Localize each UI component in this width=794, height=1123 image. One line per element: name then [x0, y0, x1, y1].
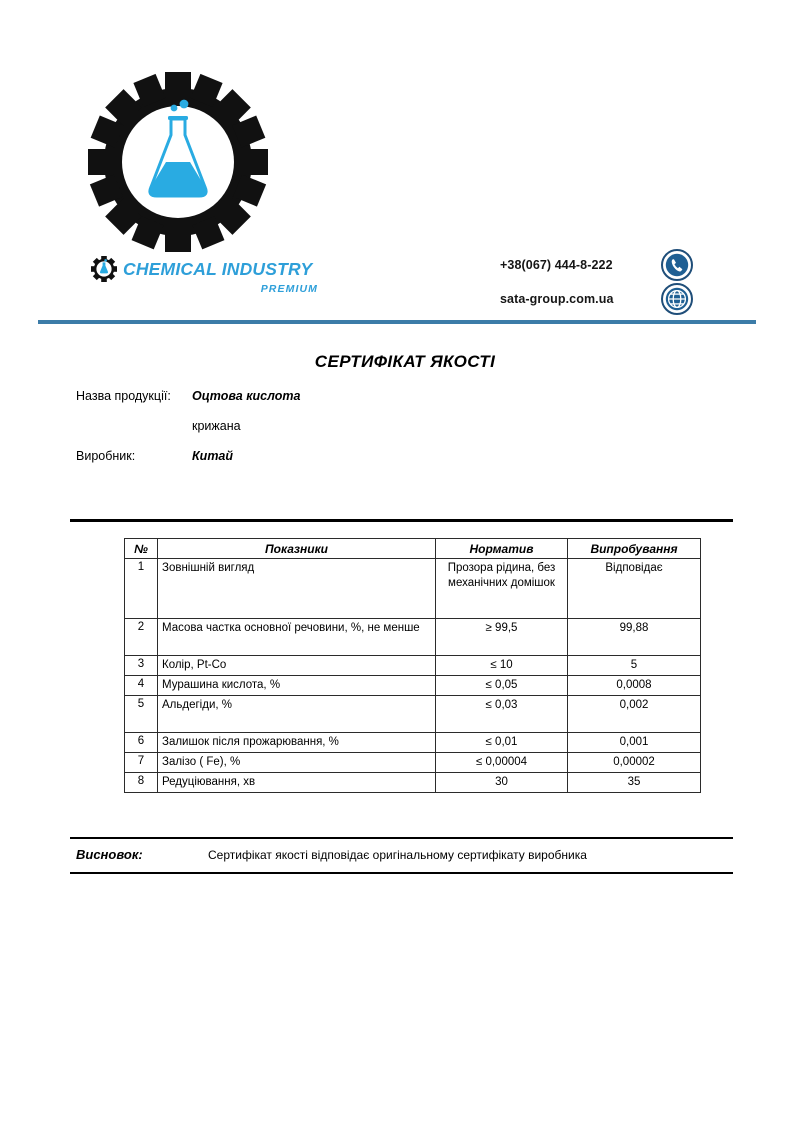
- cell-number: 3: [125, 656, 158, 676]
- cell-indicator: Залишок після прожарювання, %: [158, 733, 436, 753]
- contact-phone-row: [500, 248, 715, 282]
- contact-block: [500, 248, 715, 324]
- cell-number: 7: [125, 753, 158, 773]
- product-name-value-2: крижана: [192, 419, 241, 433]
- conclusion-text: Сертифікат якості відповідає оригінальному сертифікату виробника: [208, 848, 587, 862]
- product-name-label: Назва продукції:: [76, 389, 171, 403]
- cell-standard: ≤ 0,01: [436, 733, 568, 753]
- cell-tested: Відповідає: [568, 559, 701, 619]
- product-name-row-2: [76, 419, 496, 449]
- cell-indicator: Зовнішній вигляд: [158, 559, 436, 619]
- product-info-block: [76, 389, 496, 479]
- cell-tested: 0,002: [568, 696, 701, 733]
- conclusion-label: Висновок:: [76, 847, 143, 862]
- header-standard: Норматив: [436, 539, 568, 559]
- manufacturer-value: Китай: [192, 449, 234, 463]
- page-header: [0, 0, 794, 326]
- table-header-row: [125, 539, 701, 559]
- website-url: sata-group.com.ua: [500, 292, 614, 306]
- table-row: [125, 773, 701, 793]
- manufacturer-row: [76, 449, 496, 479]
- cell-indicator: Альдегіди, %: [158, 696, 436, 733]
- manufacturer-label: Виробник:: [76, 449, 136, 463]
- page-title: СЕРТИФІКАТ ЯКОСТІ: [314, 352, 496, 371]
- table-row: [125, 559, 701, 619]
- table-row: [125, 676, 701, 696]
- product-name-row: [76, 389, 496, 419]
- cell-tested: 5: [568, 656, 701, 676]
- header-tested: Випробування: [568, 539, 701, 559]
- wordmark-subtext: PREMIUM: [260, 283, 318, 295]
- cell-tested: 99,88: [568, 619, 701, 656]
- table-body: [125, 559, 701, 793]
- cell-number: 4: [125, 676, 158, 696]
- cell-indicator: Масова частка основної речовини, %, не менше: [158, 619, 436, 656]
- globe-icon[interactable]: [660, 282, 694, 316]
- specification-table: [124, 538, 701, 793]
- cell-standard: 30: [436, 773, 568, 793]
- cell-standard: ≤ 0,00004: [436, 753, 568, 773]
- cell-indicator: Мурашина кислота, %: [158, 676, 436, 696]
- cell-standard: ≤ 10: [436, 656, 568, 676]
- header-divider: [38, 320, 756, 324]
- cell-standard: Прозора рідина, без механічних домішок: [436, 559, 568, 619]
- cell-tested: 0,00002: [568, 753, 701, 773]
- conclusion-block: [70, 837, 733, 874]
- cell-number: 2: [125, 619, 158, 656]
- table-row: [125, 696, 701, 733]
- cell-number: 5: [125, 696, 158, 733]
- table-row: [125, 619, 701, 656]
- cell-number: 6: [125, 733, 158, 753]
- cell-tested: 0,0008: [568, 676, 701, 696]
- logo-wordmark: [91, 256, 319, 308]
- gear-flask-logo-icon: [88, 72, 268, 252]
- product-name-value: Оцтова кислота: [192, 389, 301, 403]
- table-row: [125, 733, 701, 753]
- small-gear-flask-icon: [91, 256, 117, 282]
- cell-standard: ≤ 0,03: [436, 696, 568, 733]
- cell-number: 1: [125, 559, 158, 619]
- header-indicator: Показники: [158, 539, 436, 559]
- cell-tested: 0,001: [568, 733, 701, 753]
- cell-number: 8: [125, 773, 158, 793]
- cell-standard: ≤ 0,05: [436, 676, 568, 696]
- cell-indicator: Залізо ( Fe), %: [158, 753, 436, 773]
- table-row: [125, 753, 701, 773]
- table-row: [125, 656, 701, 676]
- cell-indicator: Редуціювання, хв: [158, 773, 436, 793]
- cell-indicator: Колір, Pt-Co: [158, 656, 436, 676]
- table-top-divider: [70, 519, 733, 522]
- header-number: №: [125, 539, 158, 559]
- phone-number: +38(067) 444-8-222: [500, 258, 613, 272]
- cell-standard: ≥ 99,5: [436, 619, 568, 656]
- phone-icon[interactable]: [660, 248, 694, 282]
- contact-website-row: [500, 282, 715, 316]
- company-logo: [88, 72, 320, 308]
- cell-tested: 35: [568, 773, 701, 793]
- wordmark-text: CHEMICAL INDUSTRY: [123, 259, 313, 279]
